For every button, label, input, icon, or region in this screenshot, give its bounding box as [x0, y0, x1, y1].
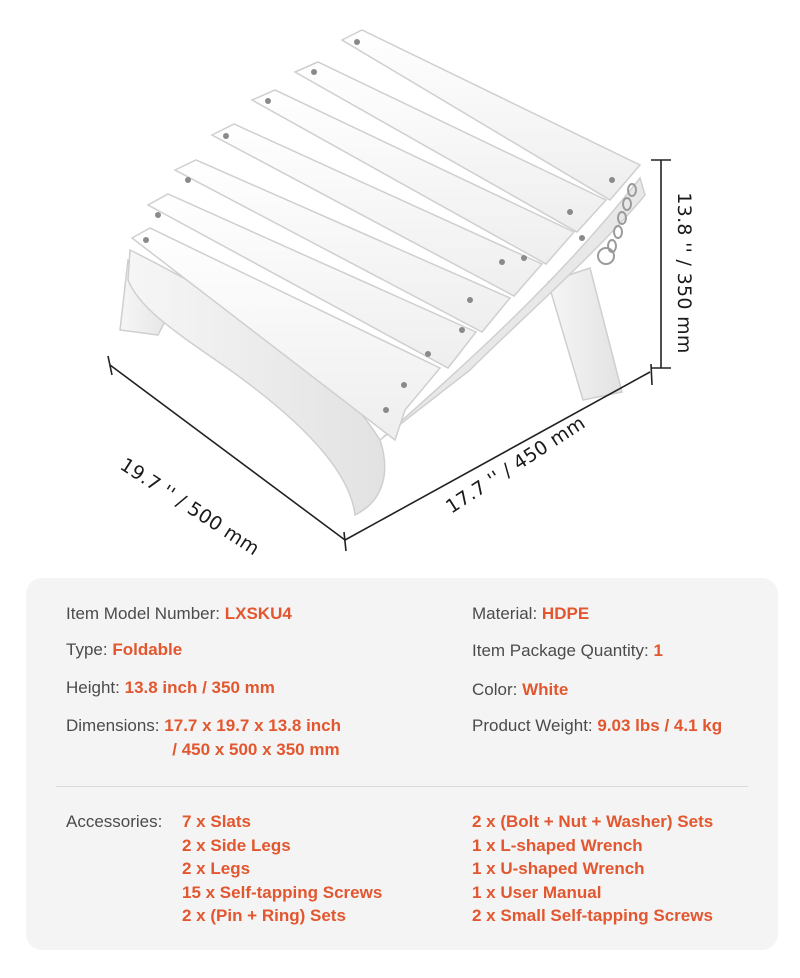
accessory-item: 1 x L-shaped Wrench — [472, 835, 643, 855]
spec-label: Height: — [66, 678, 120, 697]
accessory-item: 1 x User Manual — [472, 882, 602, 902]
accessory-item: 2 x (Pin + Ring) Sets — [182, 906, 346, 925]
accessories-label: Accessories: — [66, 812, 163, 831]
spec-value: HDPE — [541, 604, 590, 623]
accessory-item: 7 x Slats — [182, 812, 251, 831]
accessories-list-left — [182, 810, 382, 928]
spec-label: Product Weight: — [472, 716, 593, 735]
spec-value: White — [522, 680, 569, 699]
spec-weight — [472, 714, 722, 738]
spec-dimensions — [66, 714, 341, 762]
spec-height — [66, 676, 275, 700]
spec-value: 13.8 inch / 350 mm — [124, 678, 275, 697]
spec-color — [472, 678, 568, 702]
height-dimension-label: 13.8 '' / 350 mm — [673, 192, 695, 354]
spec-label: Color: — [472, 680, 518, 699]
accessory-item: 2 x Side Legs — [182, 835, 291, 855]
slats — [132, 30, 640, 440]
accessory-item: 1 x U-shaped Wrench — [472, 859, 645, 878]
spec-card — [26, 578, 778, 950]
width-dimension-label: 19.7 '' / 500 mm — [116, 453, 264, 561]
spec-type — [66, 638, 182, 662]
spec-label: Item Model Number: — [66, 604, 220, 623]
depth-dimension-label: 17.7 '' / 450 mm — [442, 411, 590, 519]
spec-label: Item Package Quantity: — [472, 641, 649, 660]
spec-value: LXSKU4 — [224, 604, 292, 623]
back-leg-right — [548, 268, 622, 400]
spec-package-qty — [472, 639, 663, 663]
spec-label: Type: — [66, 640, 108, 659]
accessory-item: 2 x Legs — [182, 859, 251, 878]
spec-value: 9.03 lbs / 4.1 kg — [597, 716, 723, 735]
divider — [56, 786, 748, 787]
spec-value: / 450 x 500 x 350 mm — [172, 740, 340, 759]
accessory-item: 2 x (Bolt + Nut + Washer) Sets — [472, 812, 714, 831]
accessory-item: 2 x Small Self-tapping Screws — [472, 906, 713, 925]
spec-material — [472, 602, 589, 626]
spec-label: Material: — [472, 604, 538, 623]
spec-value: 1 — [653, 641, 663, 660]
accessory-item: 15 x Self-tapping Screws — [182, 882, 383, 902]
accessories-list-right — [472, 810, 713, 928]
spec-model — [66, 602, 292, 626]
spec-value: 17.7 x 19.7 x 13.8 inch — [164, 716, 342, 735]
spec-value: Foldable — [112, 640, 183, 659]
spec-label: Dimensions: — [66, 716, 160, 735]
